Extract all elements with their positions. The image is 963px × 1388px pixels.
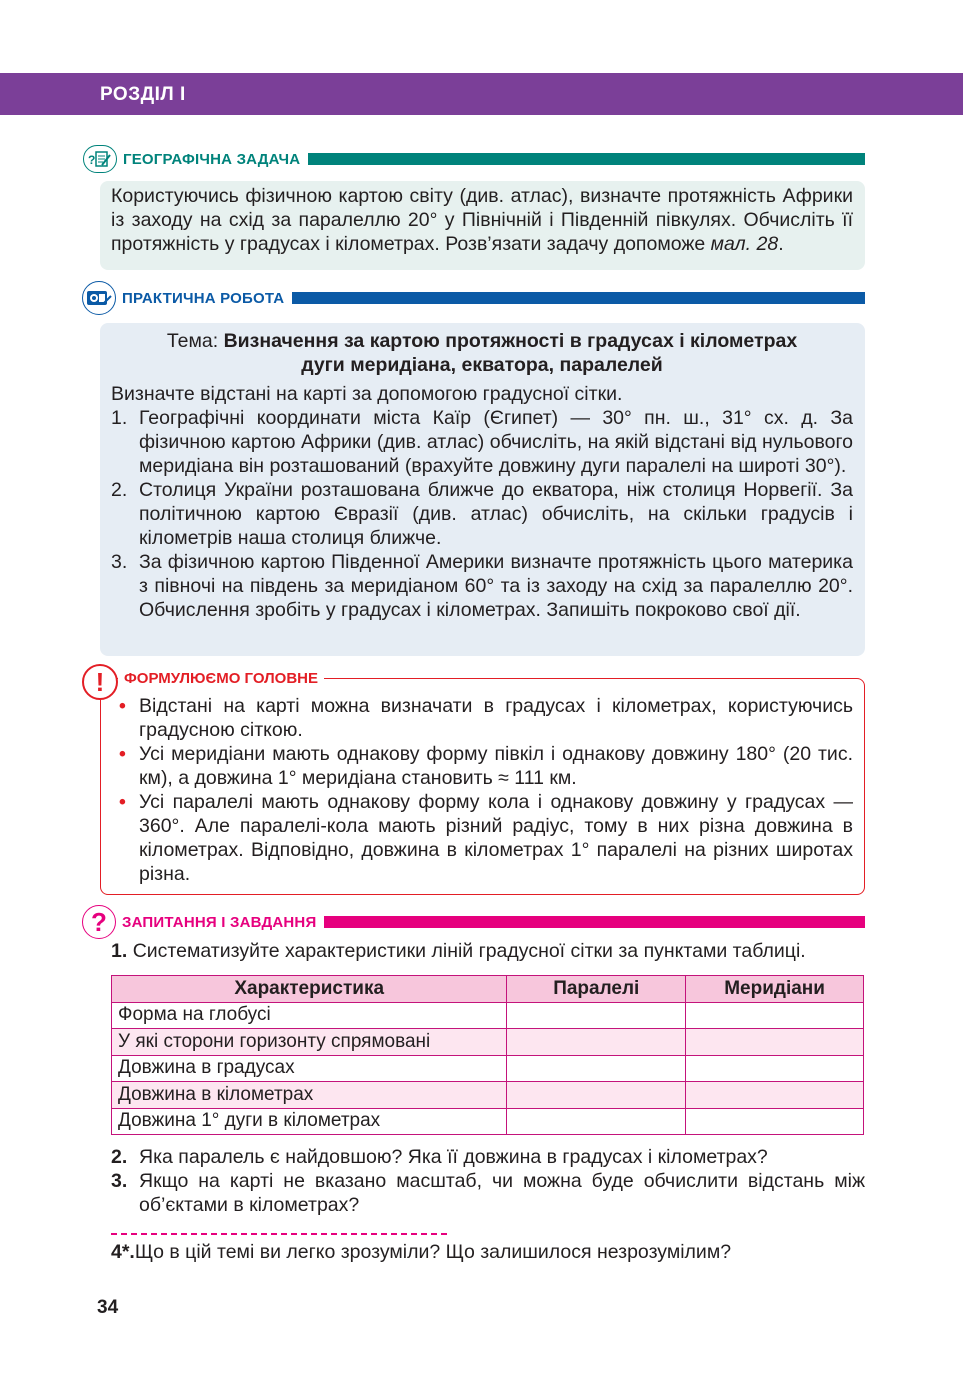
section-title: РОЗДІЛ І <box>100 84 186 105</box>
questions-list <box>111 1145 865 1217</box>
questions-bar <box>324 916 865 928</box>
practical-map-icon <box>82 281 116 315</box>
table-cell: Довжина в градусах <box>112 1055 507 1082</box>
table-row <box>112 1082 864 1109</box>
table-cell: Форма на глобусі <box>112 1002 507 1029</box>
question-mark-icon: ? <box>82 905 116 939</box>
table-header-row <box>112 976 864 1003</box>
practical-item-text: Столиця України розташована ближче до екватора, ніж столиця Норвегії. За політичною картою Євразії (див. атлас) обчисліть, на скільки градусів і кілометрів наша столиця ближче. <box>139 479 853 549</box>
exclamation-icon: ! <box>82 664 118 700</box>
table-cell <box>686 1002 864 1029</box>
question-3-text: Якщо на карті не вказано масштаб, чи можна буде обчислити відстань між об’єктами в кілометрах? <box>139 1170 865 1216</box>
main-points-title: ФОРМУЛЮЄМО ГОЛОВНЕ <box>118 668 324 690</box>
question-4 <box>111 1240 865 1264</box>
question-4-num: 4*. <box>111 1241 135 1263</box>
dashed-divider <box>111 1233 447 1235</box>
practical-item-num: 3. <box>111 551 128 573</box>
geo-task-text-main: Користуючись фізичною картою світу (див. атлас), визначте протяжність Африки із заходу на схід за паралеллю 20° у Північній і Південній півкулях. Обчисліть її протяжність у градусах і кілометрах. Розв’язати задачу допоможе <box>111 185 853 255</box>
practical-topic-prefix: Тема: <box>166 330 224 352</box>
table-cell: Довжина 1° дуги в кілометрах <box>112 1108 507 1135</box>
table-header: Паралелі <box>507 976 686 1003</box>
table-cell <box>686 1029 864 1056</box>
main-point-item <box>111 742 853 790</box>
questions-header <box>82 905 865 939</box>
main-points-content <box>111 694 853 886</box>
main-point-item <box>111 790 853 886</box>
geo-task-figure-ref: мал. 28 <box>710 233 779 255</box>
main-point-text: Відстані на карті можна визначати в градусах і кілометрах, користуючись градусною сіткою. <box>139 695 853 741</box>
practical-item-text: За фізичною картою Південної Америки визначте протяжність цього материка з півночі на південь за меридіаном 60° та із заходу на схід за паралеллю 20°. Обчислення зробіть у градусах і кілометрах. Запишіть покроково свої дії. <box>139 551 853 621</box>
geo-task-text-end: . <box>778 233 784 255</box>
practical-item <box>111 406 853 478</box>
table-cell <box>686 1055 864 1082</box>
main-point-item <box>111 694 853 742</box>
practical-item-num: 2. <box>111 479 128 501</box>
main-point-text: Усі меридіани мають однакову форму півкіл і однакову довжину 180° (20 тис. км), а довжина 1° меридіана становить ≈ 111 км. <box>139 743 853 789</box>
table-row <box>112 1055 864 1082</box>
question-3 <box>111 1169 865 1217</box>
table-cell: Довжина в кілометрах <box>112 1082 507 1109</box>
table-cell <box>507 1108 686 1135</box>
geo-task-title: ГЕОГРАФІЧНА ЗАДАЧА <box>123 150 301 168</box>
practical-header <box>82 281 865 315</box>
table-cell <box>507 1002 686 1029</box>
characteristics-table-wrap <box>111 975 864 1135</box>
practical-topic-line1: Визначення за картою протяжності в градусах і кілометрах <box>223 330 798 352</box>
table-cell <box>507 1082 686 1109</box>
bullet: • <box>119 791 126 813</box>
table-cell: У які сторони горизонту спрямовані <box>112 1029 507 1056</box>
practical-topic-line2: дуги меридіана, екватора, паралелей <box>301 354 663 376</box>
table-row <box>112 1002 864 1029</box>
question-4-text: Що в цій темі ви легко зрозуміли? Що залишилося незрозумілим? <box>134 1241 732 1263</box>
question-2 <box>111 1145 865 1169</box>
questions-title: ЗАПИТАННЯ І ЗАВДАННЯ <box>122 913 317 931</box>
practical-item <box>111 550 853 622</box>
bullet: • <box>119 695 126 717</box>
characteristics-table <box>111 975 864 1135</box>
geo-task-bar <box>308 153 865 165</box>
practical-item-num: 1. <box>111 407 128 429</box>
question-2-text: Яка паралель є найдовшою? Яка її довжина в градусах і кілометрах? <box>139 1146 768 1168</box>
questions-2-3 <box>111 1145 865 1217</box>
main-points-list <box>111 694 853 886</box>
practical-list <box>111 406 853 622</box>
table-cell <box>686 1108 864 1135</box>
question-3-num: 3. <box>111 1170 128 1192</box>
question-2-num: 2. <box>111 1146 128 1168</box>
main-point-text: Усі паралелі мають однакову форму кола і однакову довжину у градусах — 360°. Але паралелі-кола мають різний радіус, тому в них різна довжина в кілометрах. Відповідно, довжина в кілометрах 1° паралелі на різних широтах різна. <box>139 791 853 885</box>
table-cell <box>686 1082 864 1109</box>
question-1-text: Систематизуйте характеристики ліній градусної сітки за пунктами таблиці. <box>132 940 806 962</box>
practical-bar <box>292 292 865 304</box>
geo-task-text <box>111 184 853 256</box>
page-number: 34 <box>97 1297 119 1318</box>
table-header: Меридіани <box>686 976 864 1003</box>
svg-text:?: ? <box>88 153 96 167</box>
bullet: • <box>119 743 126 765</box>
table-row <box>112 1029 864 1056</box>
practical-content <box>111 382 853 622</box>
table-cell <box>507 1055 686 1082</box>
geo-task-header <box>83 145 865 173</box>
practical-intro: Визначте відстані на карті за допомогою градусної сітки. <box>111 383 623 405</box>
question-1-num: 1. <box>111 940 128 962</box>
practical-item-text: Географічні координати міста Каїр (Єгипет) — 30° пн. ш., 31° сх. д. За фізичною картою Африки (див. атлас) обчисліть, на якій відстані від нульового меридіана він розташований (врахуйте довжину дуги паралелі на широті 30°). <box>139 407 853 477</box>
task-notepad-icon <box>83 145 117 173</box>
practical-item <box>111 478 853 550</box>
table-cell <box>507 1029 686 1056</box>
practical-topic <box>111 329 853 377</box>
table-header: Характеристика <box>112 976 507 1003</box>
table-row <box>112 1108 864 1135</box>
question-1 <box>111 939 865 963</box>
practical-title: ПРАКТИЧНА РОБОТА <box>122 289 285 307</box>
